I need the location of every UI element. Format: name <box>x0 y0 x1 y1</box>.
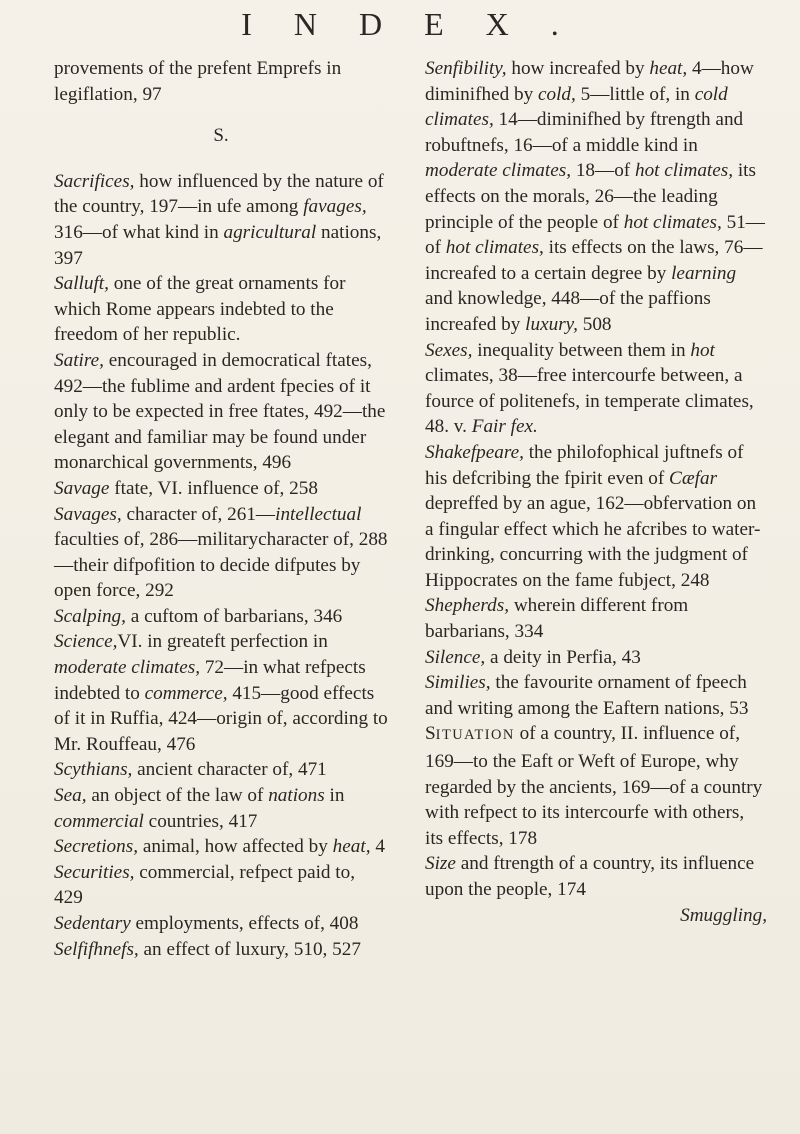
index-term: Science, <box>54 631 118 653</box>
index-term: Scythians, <box>54 759 133 781</box>
index-term: Selfifhnefs, <box>54 938 139 960</box>
index-term: Salluft, <box>54 273 109 295</box>
index-entry-secretions: Secretions, animal, how affected by heat, 4 <box>54 836 385 858</box>
index-term: Savages, <box>54 503 122 525</box>
index-entry-similies: Similies, the favourite ornament of fpeech and writing among the Eaftern nations, 53 <box>425 672 749 719</box>
index-term: Satire, <box>54 349 104 371</box>
running-head: INDEX. <box>241 6 601 42</box>
index-term: Secretions, <box>54 836 139 858</box>
index-entry-savages: Savages, character of, 261—intellectual faculties of, 286—militarycharacter of, 288—their difpofition to decide difputes by open force, 292 <box>54 503 388 602</box>
right-column <box>425 56 767 928</box>
catchword: Smuggling, <box>680 904 767 926</box>
index-term: Size <box>425 853 456 875</box>
index-entry-science: Science,VI. in greateft perfection in moderate climates, 72—in what refpects indebted to commerce, 415—good effects of it in Ruffia, 424—origin of, according to Mr. Rouffeau, 476 <box>54 631 388 755</box>
index-term: ITUATION <box>435 727 515 744</box>
index-entry-scalping: Scalping, a cuftom of barbarians, 346 <box>54 605 343 627</box>
index-entry-situation: SITUATION of a country, II. influence of, 169—to the Eaft or Weft of Europe, why regarded by the ancients, 169—of a country with refpect to its intercourfe with others, its effects, 178 <box>425 723 763 849</box>
index-entry-securities: Securities, commercial, refpect paid to, 429 <box>54 861 356 909</box>
index-entry-sexes: Sexes, inequality between them in hot climates, 38—free intercourfe between, a fource of politenefs, in temperate climates, 48. v. Fair fex. <box>425 339 754 438</box>
index-term: Sedentary <box>54 913 131 934</box>
index-entry-selfifhnefs: Selfifhnefs, an effect of luxury, 510, 527 <box>54 938 361 960</box>
index-term: Similies, <box>425 672 491 694</box>
index-term: Savage <box>54 477 110 499</box>
index-term: S <box>425 723 436 745</box>
index-entry-size: Size and ftrength of a country, its influence upon the people, 174 <box>425 853 755 900</box>
index-entry-sacrifices: Sacrifices, how influenced by the nature of the country, 197—in ufe among favages, 316—of what kind in agricultural nations, 397 <box>54 170 384 269</box>
index-entry-sea: Sea, an object of the law of nations in commercial countries, 417 <box>54 785 345 832</box>
continuation-entry: provements of the prefent Emprefs in legiflation, 97 <box>54 58 342 105</box>
index-entry-salluft: Salluft, one of the great ornaments for which Rome appears indebted to the freedom of her republic. <box>54 273 346 346</box>
index-term: Sexes, <box>425 339 473 361</box>
index-term: Sacrifices, <box>54 170 135 192</box>
index-term: Silence, <box>425 646 486 668</box>
index-term: Securities, <box>54 861 135 883</box>
index-term: Shakefpeare, <box>425 441 524 463</box>
index-entry-silence: Silence, a deity in Perfia, 43 <box>425 646 641 668</box>
index-term: Sea, <box>54 785 87 807</box>
index-entry-savage: Savage ftate, VI. influence of, 258 <box>54 477 318 499</box>
index-entry-shakefpeare: Shakefpeare, the philofophical juftnefs of his defcribing the fpirit even of Cæfar depreffed by an ague, 162—obfervation on a fingular effect which he afcribes to water-drinking, concurring with the judgment of Hippocrates on the fame fubject, 248 <box>425 441 761 591</box>
index-entry-sedentary: Sedentary employments, effects of, 408 <box>54 913 359 934</box>
index-entry-senfibility: Senfibility, how increafed by heat, 4—how diminifhed by cold, 5—little of, in cold climates, 14—diminifhed by ftrength and robuftnefs, 16—of a middle kind in moderate climates, 18—of hot climates, its effects on the morals, 26—the leading principle of the people of hot climates, 51—of hot climates, its effects on the laws, 76—increafed to a certain degree by learning and knowledge, 448—of the paffions increafed by luxury, 508 <box>425 58 765 335</box>
section-letter: S. <box>213 125 229 147</box>
left-column <box>54 56 388 962</box>
index-term: Shepherds, <box>425 595 510 617</box>
index-entry-shepherds: Shepherds, wherein different from barbarians, 334 <box>425 595 689 643</box>
index-term: Senfibility, <box>425 58 507 79</box>
index-term: Scalping, <box>54 605 126 627</box>
index-entry-scythians: Scythians, ancient character of, 471 <box>54 759 327 781</box>
index-entry-satire: Satire, encouraged in democratical ftates, 492—the fublime and ardent fpecies of it only to be expected in free ftates, 492—the elegant and familiar may be found under monarchical governments, 496 <box>54 349 386 474</box>
